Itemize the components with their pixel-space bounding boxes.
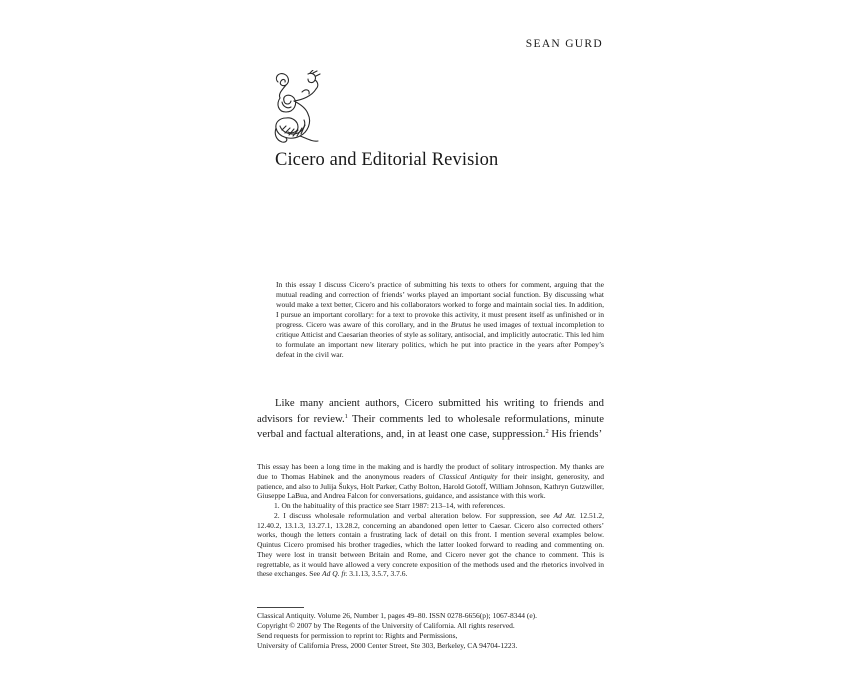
footnote-2: 2. I discuss wholesale reformulation and verbal alteration below. For suppression, see Ad Att. 12.51.2, 12.40.2, 13.1.3, 13.27.1, 13.28.2, concerning an abandoned open letter to Caesar. Cicero also corrected others’ works, though the letters contain a frustrating lack of detail on this front. I mention several examples below. Quintus Cicero promised his brother tragedies, which the latter looked forward to reading and commenting on. They were lost in transit between Britain and Rome, and Cicero never got the chance to comment. This is regrettable, as it would have allowed a very concrete exposition of the methods used and the rhetorics involved in these exchanges. See Ad Q. fr. 3.1.13, 3.5.7, 3.7.6.	[257, 510, 605, 579]
abstract: In this essay I discuss Cicero’s practice of submitting his texts to others for comment, arguing that the mutual reading and correction of friends’ works played an important social function. By discussing what would make a text better, Cicero and his collaborators worked to forge and maintain social ties. In addition, I pursue an important corollary: for a text to provoke this activity, it must present itself as unfinished or in progress. Cicero was aware of this corollary, and in the Brutus he used images of textual incompletion to critique Atticist and Caesarian theories of style as solitary, antisocial, and implicitly autocratic. This led him to formulate an important new literary politics, which he put into practice in the years after Pompey’s defeat in the civil war.	[276, 280, 604, 359]
body-text-part-2: Their comments led to wholesale reformulations, minute verbal and factual alterations, and, in at least one case, suppression.	[257, 412, 605, 441]
footnote-ref-2[interactable]: 2	[545, 428, 549, 436]
article-title: Cicero and Editorial Revision	[275, 150, 499, 170]
colophon	[257, 611, 604, 651]
body-text-part-3: His friends’	[548, 428, 603, 441]
footnote-1: 1. On the habituality of this practice see Starr 1987: 213–14, with references.	[274, 501, 505, 510]
running-header-author: SEAN GURD	[525, 38, 603, 50]
colophon-line-4: University of California Press, 2000 Center Street, Ste 303, Berkeley, CA 94704-1223.	[257, 641, 518, 651]
colophon-line-2: Copyright © 2007 by The Regents of the University of California. All rights reserved.	[257, 621, 515, 631]
footnotes-block	[257, 462, 604, 579]
colophon-rule	[257, 607, 304, 608]
body-text-opening	[257, 396, 604, 443]
acknowledgment-note: This essay has been a long time in the making and is hardly the product of solitary introspection. My thanks are due to Thomas Habinek and the anonymous readers of Classical Antiquity for their insight, generosity, and patience, and also to Julija Šukys, Holt Parker, Cathy Bolton, Harold Gotoff, William Johnson, Kathryn Gutzwiller, Giuseppe LaBua, and Andrea Falcon for conversations, guidance, and assistance with this work.	[257, 462, 605, 501]
colophon-line-1: Classical Antiquity. Volume 26, Number 1, pages 49–80. ISSN 0278-6656(p); 1067-8344 (e).	[257, 611, 538, 620]
decorative-initial-ornament-icon	[272, 70, 322, 146]
footnote-ref-1[interactable]: 1	[344, 412, 348, 420]
colophon-line-3: Send requests for permission to reprint to: Rights and Permissions,	[257, 631, 458, 641]
body-text-part-1: Like many ancient authors, Cicero submitted his writing to friends and advisors for review.	[257, 397, 604, 425]
